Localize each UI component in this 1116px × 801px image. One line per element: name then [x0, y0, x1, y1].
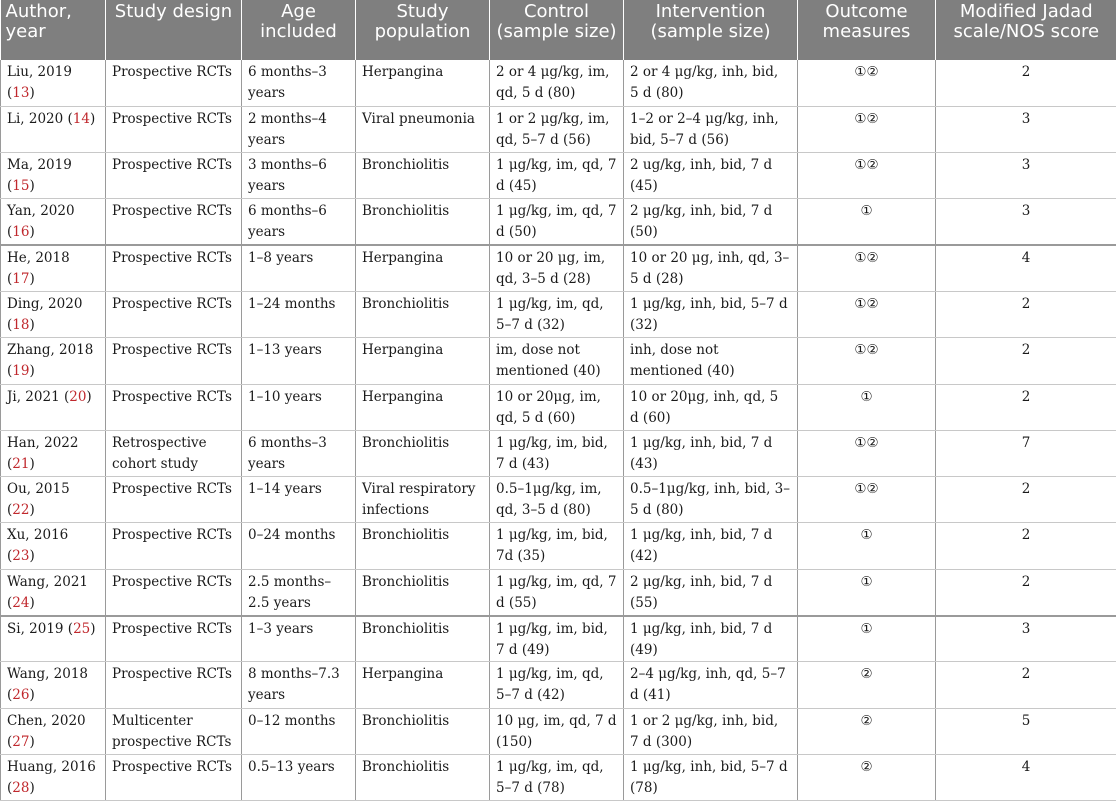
close-paren: ) [29, 779, 35, 796]
header-control: Control (sample size) [490, 0, 624, 60]
cell-intervention: 1 μg/kg, inh, bid, 7 d (49) [624, 616, 798, 662]
cell-study-design: Prospective RCTs [106, 754, 242, 800]
cell-intervention: 1 or 2 μg/kg, inh, bid, 7 d (300) [624, 708, 798, 754]
cell-score: 3 [936, 153, 1116, 199]
cell-study-design: Prospective RCTs [106, 245, 242, 291]
cell-control: 1 or 2 μg/kg, im, qd, 5–7 d (56) [490, 106, 624, 152]
close-paren: ) [29, 271, 35, 288]
close-paren: ) [29, 363, 35, 380]
cell-outcome-measures: ①② [798, 291, 936, 337]
table-row [1, 106, 1116, 152]
cell-author-year [1, 60, 106, 106]
cell-outcome-measures: ①② [798, 430, 936, 476]
table-row [1, 523, 1116, 569]
cell-study-population: Viral respiratory infections [356, 477, 490, 523]
header-author-year: Author, year [1, 0, 106, 60]
cell-study-design: Prospective RCTs [106, 153, 242, 199]
cell-intervention: 1 μg/kg, inh, bid, 7 d (42) [624, 523, 798, 569]
cell-intervention: 2–4 μg/kg, inh, qd, 5–7 d (41) [624, 662, 798, 708]
cell-age-included: 0.5–13 years [242, 754, 356, 800]
cell-study-population: Bronchiolitis [356, 569, 490, 615]
cell-outcome-measures: ①② [798, 338, 936, 384]
cell-outcome-measures: ② [798, 708, 936, 754]
cell-age-included: 1–3 years [242, 616, 356, 662]
table-row [1, 60, 1116, 106]
cell-intervention: 10 or 20 μg, inh, qd, 3–5 d (28) [624, 245, 798, 291]
cell-age-included: 1–8 years [242, 245, 356, 291]
close-paren: ) [86, 388, 92, 405]
cell-age-included: 8 months–7.3 years [242, 662, 356, 708]
cell-score: 2 [936, 477, 1116, 523]
cell-study-population: Bronchiolitis [356, 291, 490, 337]
cell-author-year [1, 384, 106, 430]
author-text: Huang, 2016 ( [7, 758, 96, 796]
cell-age-included: 1–10 years [242, 384, 356, 430]
table-row [1, 569, 1116, 615]
cell-study-population: Bronchiolitis [356, 754, 490, 800]
cell-control: 1 μg/kg, im, qd, 7 d (45) [490, 153, 624, 199]
cell-intervention: 1 μg/kg, inh, bid, 5–7 d (78) [624, 754, 798, 800]
cell-age-included: 1–13 years [242, 338, 356, 384]
close-paren: ) [29, 455, 35, 472]
close-paren: ) [29, 548, 35, 565]
author-text: Zhang, 2018 ( [7, 342, 94, 380]
cell-author-year [1, 523, 106, 569]
reference-link[interactable]: 18 [12, 316, 30, 333]
header-score: Modified Jadad scale/NOS score [936, 0, 1116, 60]
reference-link[interactable]: 14 [72, 110, 90, 127]
cell-control: 0.5–1μg/kg, im, qd, 3–5 d (80) [490, 477, 624, 523]
cell-study-population: Herpangina [356, 338, 490, 384]
cell-age-included: 6 months–3 years [242, 60, 356, 106]
author-text: Ou, 2015 ( [7, 481, 70, 519]
cell-study-population: Bronchiolitis [356, 430, 490, 476]
cell-study-population: Herpangina [356, 384, 490, 430]
cell-intervention: 1–2 or 2–4 μg/kg, inh, bid, 5–7 d (56) [624, 106, 798, 152]
table-body [1, 60, 1116, 801]
cell-study-population: Bronchiolitis [356, 616, 490, 662]
cell-score: 4 [936, 245, 1116, 291]
close-paren: ) [29, 316, 35, 333]
author-text: Yan, 2020 ( [7, 203, 75, 241]
cell-study-design: Prospective RCTs [106, 338, 242, 384]
author-text: Ma, 2019 ( [7, 157, 72, 195]
cell-study-population: Herpangina [356, 60, 490, 106]
cell-score: 3 [936, 199, 1116, 245]
cell-age-included: 1–14 years [242, 477, 356, 523]
cell-study-design: Prospective RCTs [106, 616, 242, 662]
cell-study-design: Prospective RCTs [106, 523, 242, 569]
cell-age-included: 2.5 months–2.5 years [242, 569, 356, 615]
cell-age-included: 6 months–3 years [242, 430, 356, 476]
cell-age-included: 0–12 months [242, 708, 356, 754]
cell-control: 1 μg/kg, im, qd, 5–7 d (42) [490, 662, 624, 708]
cell-age-included: 6 months–6 years [242, 199, 356, 245]
table-row [1, 477, 1116, 523]
reference-link[interactable]: 15 [12, 178, 30, 195]
reference-link[interactable]: 19 [12, 363, 30, 380]
cell-study-design: Multicenter prospective RCTs [106, 708, 242, 754]
author-text: Han, 2022 ( [7, 434, 79, 472]
cell-outcome-measures: ①② [798, 153, 936, 199]
cell-author-year [1, 754, 106, 800]
close-paren: ) [29, 502, 35, 519]
cell-study-population: Bronchiolitis [356, 523, 490, 569]
reference-link[interactable]: 24 [12, 594, 30, 611]
cell-outcome-measures: ①② [798, 245, 936, 291]
cell-intervention: 10 or 20μg, inh, qd, 5 d (60) [624, 384, 798, 430]
table-row [1, 199, 1116, 245]
close-paren: ) [90, 620, 96, 637]
reference-link[interactable]: 16 [12, 224, 30, 241]
cell-intervention: inh, dose not mentioned (40) [624, 338, 798, 384]
cell-author-year [1, 338, 106, 384]
cell-age-included: 1–24 months [242, 291, 356, 337]
cell-intervention: 2 or 4 μg/kg, inh, bid, 5 d (80) [624, 60, 798, 106]
cell-score: 2 [936, 60, 1116, 106]
author-text: Wang, 2021 ( [7, 573, 89, 611]
cell-control: 10 or 20μg, im, qd, 5 d (60) [490, 384, 624, 430]
cell-control: 1 μg/kg, im, bid, 7 d (43) [490, 430, 624, 476]
cell-score: 2 [936, 523, 1116, 569]
cell-score: 3 [936, 106, 1116, 152]
reference-link[interactable]: 21 [12, 455, 30, 472]
table-row [1, 430, 1116, 476]
header-intervention: Intervention (sample size) [624, 0, 798, 60]
table-row [1, 708, 1116, 754]
cell-author-year [1, 477, 106, 523]
header-outcome-measures: Outcome measures [798, 0, 936, 60]
cell-score: 2 [936, 569, 1116, 615]
close-paren: ) [29, 178, 35, 195]
cell-score: 2 [936, 291, 1116, 337]
table-row [1, 291, 1116, 337]
close-paren: ) [29, 594, 35, 611]
cell-study-design: Prospective RCTs [106, 569, 242, 615]
cell-outcome-measures: ① [798, 199, 936, 245]
cell-study-design: Prospective RCTs [106, 60, 242, 106]
reference-link[interactable]: 26 [12, 687, 30, 704]
cell-author-year [1, 708, 106, 754]
cell-study-design: Prospective RCTs [106, 291, 242, 337]
table-row [1, 616, 1116, 662]
cell-outcome-measures: ①② [798, 60, 936, 106]
cell-control: im, dose not mentioned (40) [490, 338, 624, 384]
cell-study-design: Prospective RCTs [106, 384, 242, 430]
reference-link[interactable]: 20 [69, 388, 87, 405]
cell-intervention: 2 μg/kg, inh, bid, 7 d (50) [624, 199, 798, 245]
cell-intervention: 0.5–1μg/kg, inh, bid, 3–5 d (80) [624, 477, 798, 523]
cell-score: 3 [936, 616, 1116, 662]
cell-age-included: 2 months–4 years [242, 106, 356, 152]
cell-outcome-measures: ① [798, 384, 936, 430]
cell-author-year [1, 430, 106, 476]
cell-study-population: Bronchiolitis [356, 153, 490, 199]
cell-control: 1 μg/kg, im, qd, 5–7 d (78) [490, 754, 624, 800]
author-text: Chen, 2020 ( [7, 712, 86, 750]
cell-control: 1 μg/kg, im, bid, 7 d (49) [490, 616, 624, 662]
author-text: Li, 2020 ( [7, 110, 73, 127]
reference-link[interactable]: 17 [12, 271, 30, 288]
cell-study-population: Bronchiolitis [356, 708, 490, 754]
cell-control: 1 μg/kg, im, bid, 7d (35) [490, 523, 624, 569]
cell-control: 2 or 4 μg/kg, im, qd, 5 d (80) [490, 60, 624, 106]
cell-score: 2 [936, 338, 1116, 384]
cell-author-year [1, 106, 106, 152]
cell-score: 2 [936, 384, 1116, 430]
close-paren: ) [89, 110, 96, 127]
cell-outcome-measures: ①② [798, 106, 936, 152]
cell-outcome-measures: ① [798, 569, 936, 615]
cell-author-year [1, 616, 106, 662]
reference-link[interactable]: 25 [73, 620, 91, 637]
cell-score: 7 [936, 430, 1116, 476]
close-paren: ) [29, 733, 35, 750]
author-text: Wang, 2018 ( [7, 666, 89, 704]
table-row [1, 153, 1116, 199]
cell-study-population: Herpangina [356, 662, 490, 708]
cell-study-population: Viral pneumonia [356, 106, 490, 152]
table-row [1, 384, 1116, 430]
cell-author-year [1, 569, 106, 615]
cell-outcome-measures: ① [798, 616, 936, 662]
header-study-design: Study design [106, 0, 242, 60]
reference-link[interactable]: 23 [12, 548, 30, 565]
reference-link[interactable]: 27 [12, 733, 30, 750]
cell-author-year [1, 291, 106, 337]
reference-link[interactable]: 28 [12, 779, 30, 796]
table-row [1, 338, 1116, 384]
cell-control: 10 or 20 μg, im, qd, 3–5 d (28) [490, 245, 624, 291]
cell-age-included: 3 months–6 years [242, 153, 356, 199]
cell-study-design: Prospective RCTs [106, 106, 242, 152]
cell-outcome-measures: ①② [798, 477, 936, 523]
header-age-included: Age included [242, 0, 356, 60]
cell-author-year [1, 662, 106, 708]
cell-study-population: Bronchiolitis [356, 199, 490, 245]
table-row [1, 245, 1116, 291]
cell-outcome-measures: ② [798, 754, 936, 800]
cell-intervention: 2 ug/kg, inh, bid, 7 d (45) [624, 153, 798, 199]
cell-intervention: 2 μg/kg, inh, bid, 7 d (55) [624, 569, 798, 615]
cell-study-design: Prospective RCTs [106, 477, 242, 523]
header-row [1, 0, 1116, 60]
cell-score: 5 [936, 708, 1116, 754]
cell-intervention: 1 μg/kg, inh, bid, 7 d (43) [624, 430, 798, 476]
cell-study-design: Prospective RCTs [106, 662, 242, 708]
cell-control: 1 μg/kg, im, qd, 7 d (50) [490, 199, 624, 245]
cell-study-population: Herpangina [356, 245, 490, 291]
cell-study-design: Prospective RCTs [106, 199, 242, 245]
author-text: Ding, 2020 ( [7, 295, 83, 333]
author-text: He, 2018 ( [7, 250, 70, 288]
close-paren: ) [29, 85, 35, 101]
cell-author-year [1, 245, 106, 291]
author-text: Ji, 2021 ( [7, 388, 70, 405]
author-text: Xu, 2016 ( [7, 527, 69, 565]
header-study-population: Study population [356, 0, 490, 60]
reference-link[interactable]: 13 [12, 85, 30, 101]
cell-control: 1 μg/kg, im, qd, 7 d (55) [490, 569, 624, 615]
cell-control: 10 μg, im, qd, 7 d (150) [490, 708, 624, 754]
table-row [1, 662, 1116, 708]
cell-score: 2 [936, 662, 1116, 708]
cell-outcome-measures: ② [798, 662, 936, 708]
cell-age-included: 0–24 months [242, 523, 356, 569]
cell-study-design: Retrospective cohort study [106, 430, 242, 476]
author-text: Liu, 2019 ( [7, 64, 72, 101]
close-paren: ) [29, 687, 35, 704]
cell-control: 1 μg/kg, im, qd, 5–7 d (32) [490, 291, 624, 337]
cell-intervention: 1 μg/kg, inh, bid, 5–7 d (32) [624, 291, 798, 337]
close-paren: ) [29, 224, 35, 241]
reference-link[interactable]: 22 [12, 502, 30, 519]
cell-score: 4 [936, 754, 1116, 800]
table-row [1, 754, 1116, 800]
cell-author-year [1, 153, 106, 199]
cell-author-year [1, 199, 106, 245]
author-text: Si, 2019 ( [7, 620, 74, 637]
cell-outcome-measures: ① [798, 523, 936, 569]
